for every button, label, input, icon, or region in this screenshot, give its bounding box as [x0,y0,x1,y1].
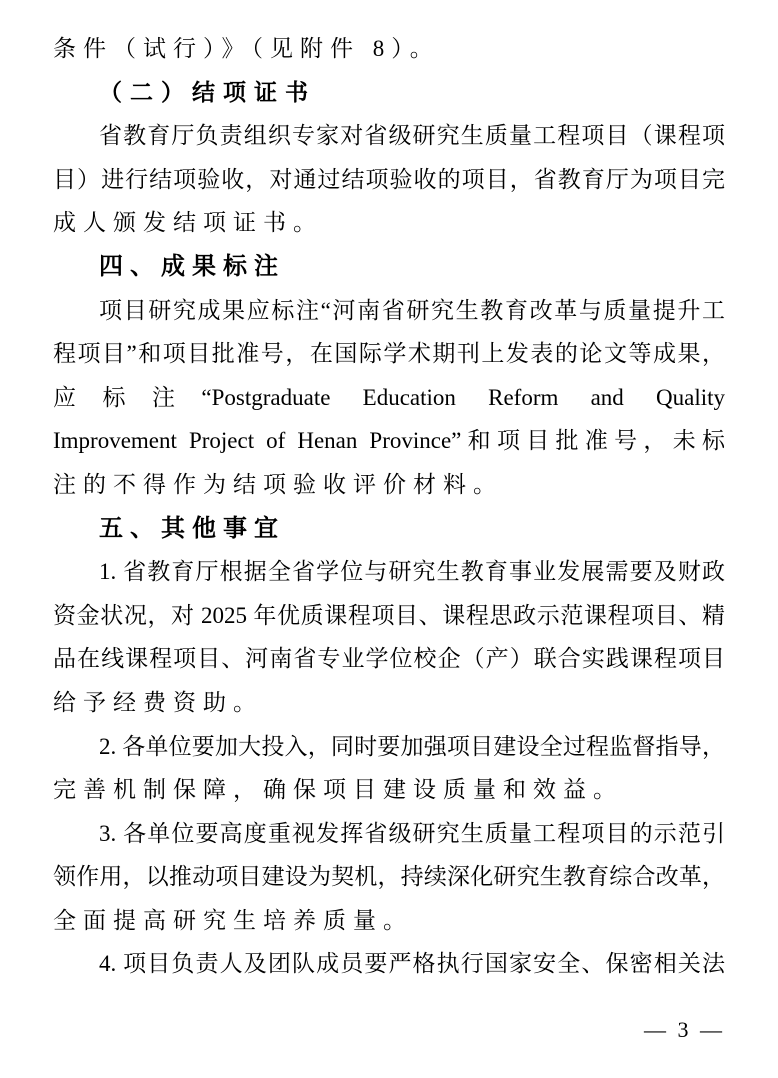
section-heading: 四、成果标注 [99,252,285,280]
text-line: 品在线课程项目、河南省专业学位校企（产）联合实践课程项目 [53,646,725,672]
text-line: 应标注“Postgraduate Education Reform and Quality [53,384,725,410]
text-line: 完善机制保障，确保项目建设质量和效益。 [53,777,623,803]
sub-section-heading: （二）结项证书 [99,79,316,105]
text-line: 条件（试行）》（见附件 8）。 [53,36,440,61]
text-line: 给予经费资助。 [53,689,263,715]
section-heading: 五、其他事宜 [99,514,285,542]
text-line: 领作用，以推动项目建设为契机，持续深化研究生教育综合改革， [53,864,725,890]
text-line: 目）进行结项验收，对通过结项验收的项目，省教育厅为项目完 [53,166,725,192]
text-line: 项目研究成果应标注“河南省研究生教育改革与质量提升工 [99,297,725,323]
text-line: 4. 项目负责人及团队成员要严格执行国家安全、保密相关法 [99,951,725,977]
text-line: 3. 各单位要高度重视发挥省级研究生质量工程项目的示范引 [99,820,725,846]
document-body [53,27,725,986]
text-line: 全面提高研究生培养质量。 [53,907,413,933]
page-number: — 3 — [644,1017,725,1042]
text-line: 1. 省教育厅根据全省学位与研究生教育事业发展需要及财政 [99,559,725,585]
text-line: 资金状况，对 2025 年优质课程项目、课程思政示范课程项目、精 [53,602,725,628]
text-line: 注的不得作为结项验收评价材料。 [53,471,503,497]
text-line: 2. 各单位要加大投入，同时要加强项目建设全过程监督指导， [99,733,725,759]
text-line: 程项目”和项目批准号，在国际学术期刊上发表的论文等成果， [53,341,725,367]
text-line: 省教育厅负责组织专家对省级研究生质量工程项目（课程项 [99,123,725,149]
text-line: 成人颁发结项证书。 [53,210,323,236]
text-line: Improvement Project of Henan Province”和项目批准号，未标 [53,428,725,454]
